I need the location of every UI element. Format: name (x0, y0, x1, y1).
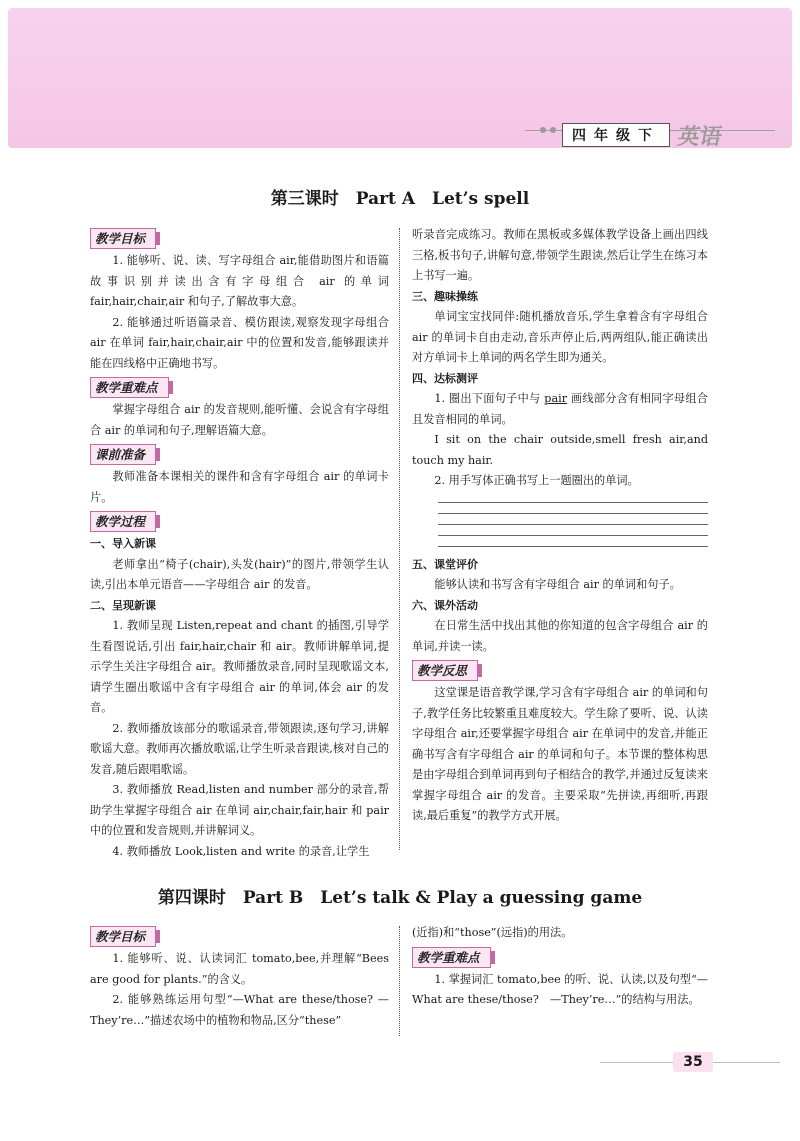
section-text: 能够认读和书写含有字母组合 air 的单词和句子。 (434, 578, 681, 591)
key-points-tag: 教学重难点 (90, 377, 169, 398)
lesson3-left-column (90, 225, 389, 862)
goal-item: 2. 能够通过听语篇录音、模仿跟读,观察发现字母组合 air 在单词 fair,hair,chair,air 中的位置和发音,能够跟读并能在四线格中正确地书写。 (90, 315, 389, 370)
goals-tag: 教学目标 (90, 228, 156, 249)
preparation-tag: 课前准备 (90, 444, 156, 465)
handwriting-lines (438, 494, 708, 547)
key-points-text: 掌握字母组合 air 的发音规则,能听懂、会说含有字母组合 air 的单词和句子,理解语篇大意。 (90, 403, 389, 437)
section-text: 3. 教师播放 Read,listen and number 部分的录音,帮助学生掌握字母组合 air 在单词 air,chair,fair,hair 和 pair 中的位置和发音规则,并讲解词义。 (90, 783, 389, 837)
section-text: 听录音完成练习。教师在黑板或多媒体教学设备上画出四线三格,板书句子,讲解句意,带领学生跟读,然后让学生在练习本上书写一遍。 (412, 228, 708, 282)
exercise-2: 2. 用手写体正确书写上一题圈出的单词。 (434, 474, 639, 487)
section-text: 在日常生活中找出其他的你知道的包含字母组合 air 的单词,并读一读。 (412, 619, 708, 653)
section-title: 一、导入新课 (90, 537, 156, 550)
column-divider (399, 926, 400, 1036)
subject-logo: 英语 (675, 124, 725, 150)
lesson3-right-column (412, 225, 708, 827)
exercise-1: 1. 圈出下面句子中与 pair 画线部分含有相同字母组合且发音相同的单词。 (412, 392, 708, 426)
grade-label: 四年级下 (562, 123, 670, 147)
section-title: 三、趣味操练 (412, 289, 478, 303)
goal-item: 2. 能够熟练运用句型“—What are these/those? —They’re…”描述农场中的植物和物品,区分“these” (90, 993, 389, 1027)
section-title: 六、课外活动 (412, 598, 478, 612)
section-text: 2. 教师播放该部分的歌谣录音,带领跟读,逐句学习,讲解歌谣大意。教师再次播放歌谣,让学生听录音跟读,核对自己的发音,随后跟唱歌谣。 (90, 721, 389, 776)
reflection-tag: 教学反思 (412, 660, 478, 681)
section-text: 1. 教师呈现 Listen,repeat and chant 的插图,引导学生看图说话,引出 fair,hair,chair 和 air。教师讲解单词,提示学生关注字母组合 air。教师播放录音,同时呈现歌谣文本,请学生圈出歌谣中含有字母组合 air 的单词,体会 air 的发音。 (90, 619, 389, 714)
section-text: (近指)和“those”(远指)的用法。 (412, 926, 573, 939)
preparation-text: 教师准备本课相关的课件和含有字母组合 air 的单词卡片。 (90, 470, 389, 504)
reflection-text: 这堂课是语音教学课,学习含有字母组合 air 的单词和句子,教学任务比较繁重且难度较大。学生除了要听、说、认读字母组合 air,还要掌握字母组合 air 在单词中的发音,并能正确书写含有字母组合 air 的单词和句子。本节课的整体构思是由字母组合到单词再到句子相结合的教学,并通过反复读来掌握字母组合 air 的发音。主要采取“先拼读,再细听,再跟读,最后重复”的教学方式开展。 (412, 686, 708, 822)
lesson4-left-column (90, 923, 389, 1031)
goal-item: 1. 能够听、说、读、写字母组合 air,能借助图片和语篇故事识别并读出含有字母组合 air 的单词 fair,hair,chair,air 和句子,了解故事大意。 (90, 254, 389, 308)
key-points-tag: 教学重难点 (412, 947, 491, 968)
section-text: 老师拿出“椅子(chair),头发(hair)”的图片,带领学生认读,引出本单元语音——字母组合 air 的发音。 (90, 557, 389, 591)
section-text: 单词宝宝找同伴:随机播放音乐,学生拿着含有字母组合 air 的单词卡自由走动,音乐声停止后,两两组队,能正确读出对方单词卡上单词的两名学生即为通关。 (412, 310, 708, 364)
key-points-text: 1. 掌握词汇 tomato,bee 的听、说、认读,以及句型“—What are these/those? —They’re…”的结构与用法。 (412, 972, 708, 1006)
header-banner (8, 8, 792, 148)
section-text: 4. 教师播放 Look,listen and write 的录音,让学生 (112, 844, 370, 858)
lesson4-right-column (412, 923, 708, 1011)
exercise-sentence: I sit on the chair outside,smell fresh air,and touch my hair. (412, 433, 708, 467)
decor-dot (550, 127, 556, 133)
page-number: 35 (673, 1052, 713, 1072)
decor-dot (540, 127, 546, 133)
section-title: 五、课堂评价 (412, 557, 478, 571)
column-divider (399, 228, 400, 850)
goals-tag: 教学目标 (90, 926, 156, 947)
process-tag: 教学过程 (90, 511, 156, 532)
lesson3-title: 第三课时 Part A Let’s spell (270, 189, 530, 209)
goal-item: 1. 能够听、说、认读词汇 tomato,bee,并理解“Bees are good for plants.”的含义。 (90, 952, 389, 986)
underlined-word: pair (544, 392, 568, 405)
section-title: 二、呈现新课 (90, 598, 156, 612)
lesson4-title: 第四课时 Part B Let’s talk & Play a guessing game (157, 888, 643, 908)
section-title: 四、达标测评 (412, 371, 478, 385)
